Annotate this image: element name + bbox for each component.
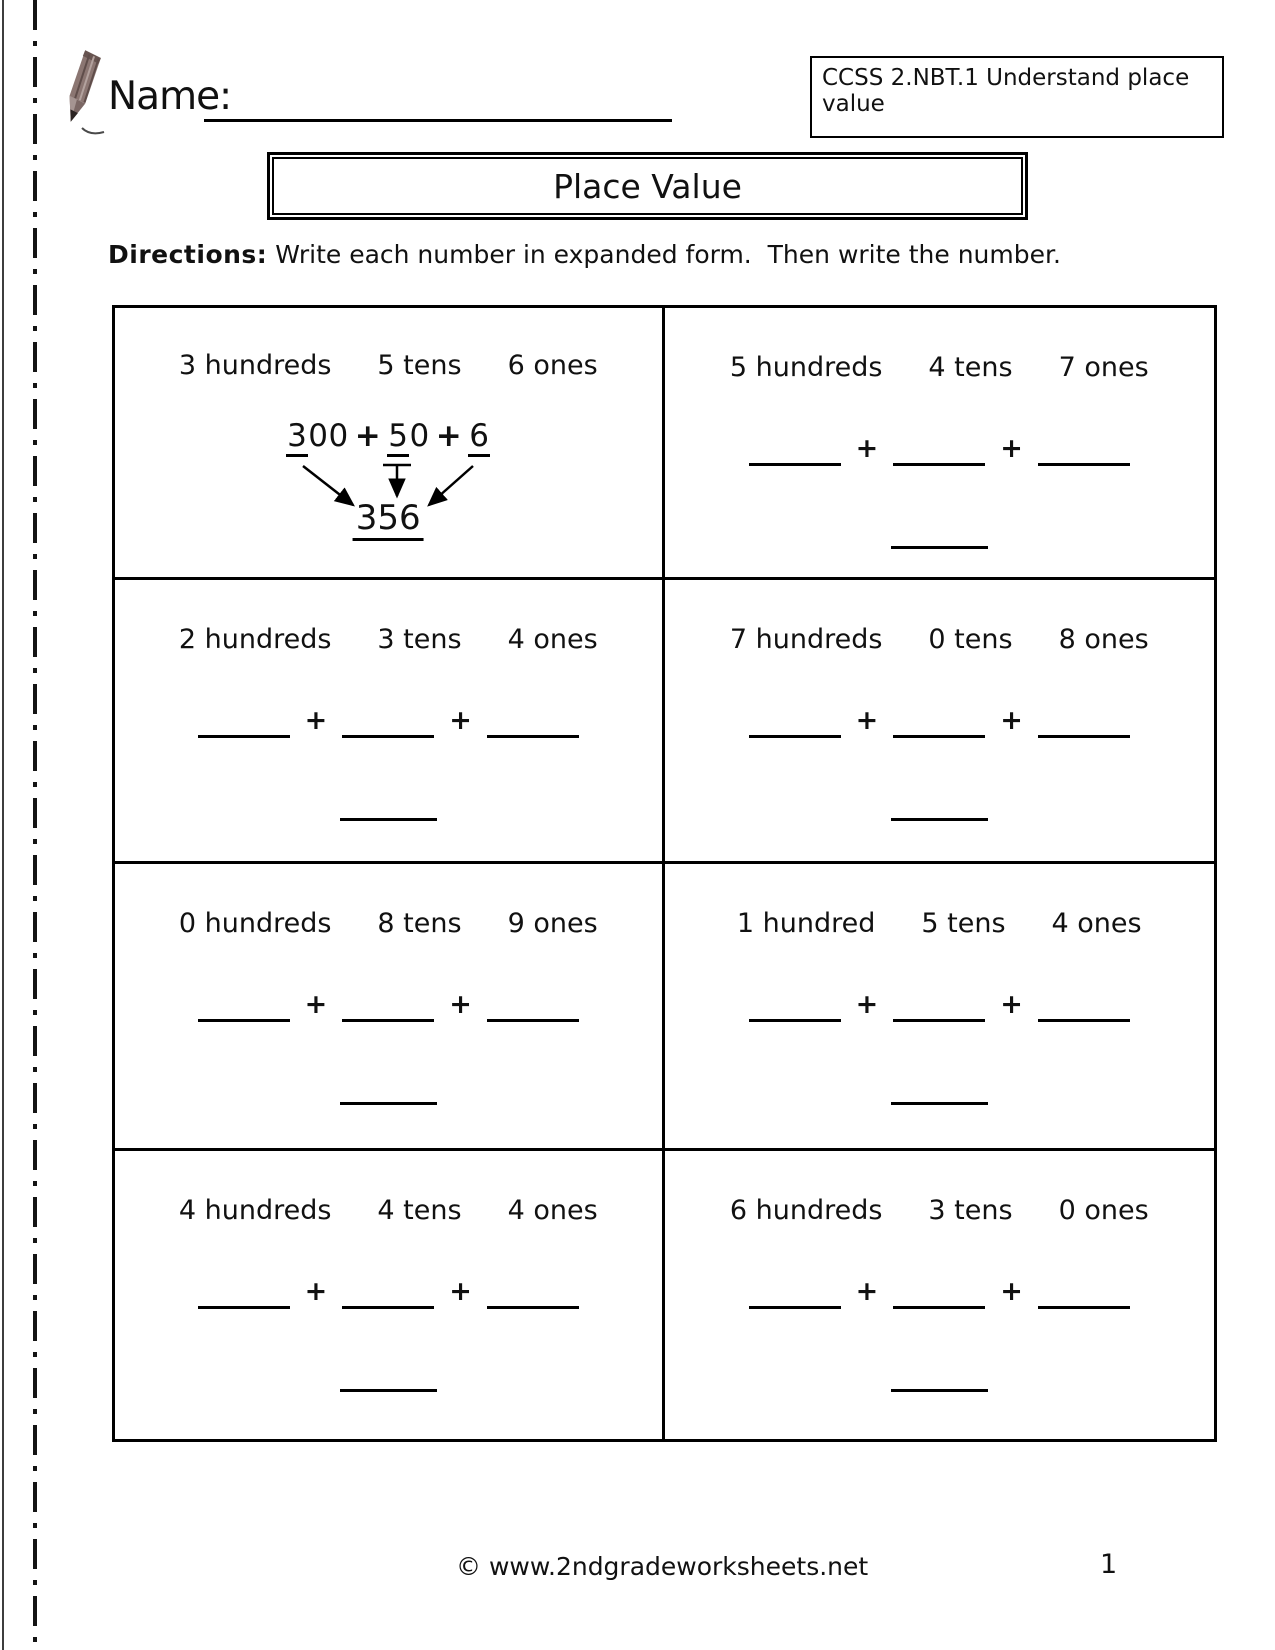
ones-blank (1038, 1274, 1130, 1309)
answer-row (665, 1357, 1215, 1392)
answer-blank (340, 786, 437, 821)
place-value-line (665, 908, 1215, 939)
answer-row (115, 786, 662, 821)
ones-label: 4 ones (507, 624, 598, 655)
tens-label: 8 tens (377, 908, 462, 939)
ones-blank (1038, 987, 1130, 1022)
expanded-blanks-row (115, 703, 662, 738)
tens-label: 5 tens (921, 908, 1006, 939)
dashed-cut-line (33, 0, 37, 1650)
problem-cell (665, 1151, 1215, 1439)
result-number: 356 (353, 498, 424, 541)
hundreds-label: 7 hundreds (729, 624, 883, 655)
tens-blank (342, 703, 434, 738)
tens-label: 5 tens (377, 350, 462, 381)
plus-sign: + (304, 705, 328, 736)
ones-blank (487, 987, 579, 1022)
hundreds-digit: 3 (286, 418, 308, 457)
title-box (267, 152, 1028, 220)
place-value-line (115, 624, 662, 655)
ones-blank (487, 703, 579, 738)
name-blank-line (204, 119, 672, 122)
name-label: Name: (108, 74, 232, 119)
hundreds-label: 6 hundreds (729, 1195, 883, 1226)
tens-blank (893, 703, 985, 738)
answer-row (115, 1070, 662, 1105)
ones-blank (1038, 703, 1130, 738)
page-number: 1 (1100, 1549, 1118, 1580)
hundreds-blank (749, 703, 841, 738)
standard-badge-text: CCSS 2.NBT.1 Understand place value (822, 65, 1190, 117)
hundreds-blank (198, 703, 290, 738)
problems-table (112, 305, 1217, 1442)
tens-blank (342, 1274, 434, 1309)
place-value-line (665, 352, 1215, 383)
ones-label: 4 ones (507, 1195, 598, 1226)
example-cell (115, 308, 665, 580)
plus-sign: + (1000, 433, 1023, 464)
hundreds-blank (749, 1274, 841, 1309)
ones-blank (487, 1274, 579, 1309)
place-value-line (115, 1195, 662, 1226)
tens-blank (893, 431, 985, 466)
plus-sign: + (435, 418, 463, 454)
tens-label: 3 tens (928, 1195, 1013, 1226)
plus-sign: + (449, 705, 472, 736)
ones-label: 4 ones (1051, 908, 1142, 939)
place-value-line (115, 908, 662, 939)
tens-blank (893, 1274, 985, 1309)
expanded-blanks-row (665, 1274, 1215, 1309)
answer-blank (340, 1070, 437, 1105)
ones-blank (1038, 431, 1130, 466)
plus-sign: + (1000, 705, 1023, 736)
tens-label: 4 tens (928, 352, 1013, 383)
answer-blank (891, 1070, 988, 1105)
problem-cell (665, 580, 1215, 864)
plus-sign: + (449, 989, 472, 1020)
hundreds-zeros: 00 (308, 418, 349, 454)
answer-row (665, 786, 1215, 821)
directions (108, 240, 1061, 269)
hundreds-label: 5 hundreds (729, 352, 883, 383)
expanded-blanks-row (665, 987, 1215, 1022)
ones-label: 9 ones (507, 908, 598, 939)
tens-zero: 0 (409, 418, 430, 454)
hundreds-blank (749, 431, 841, 466)
answer-row (665, 1070, 1215, 1105)
expanded-blanks-row (665, 431, 1215, 466)
tens-label: 0 tens (928, 624, 1013, 655)
tens-label: 4 tens (377, 1195, 462, 1226)
plus-sign: + (304, 1276, 328, 1307)
tens-digit: 5 (387, 418, 409, 457)
hundreds-blank (198, 1274, 290, 1309)
place-value-line (115, 350, 662, 381)
title-box-inner-border (272, 157, 1023, 215)
tens-blank (893, 987, 985, 1022)
ones-label: 7 ones (1058, 352, 1149, 383)
plus-sign: + (855, 433, 879, 464)
tens-label: 3 tens (377, 624, 462, 655)
answer-blank (891, 1357, 988, 1392)
answer-blank (340, 1357, 437, 1392)
expanded-blanks-row (115, 987, 662, 1022)
plus-sign: + (855, 989, 879, 1020)
problem-cell (115, 1151, 665, 1439)
problem-cell (115, 864, 665, 1151)
hundreds-label: 3 hundreds (178, 350, 332, 381)
plus-sign: + (354, 418, 382, 454)
hundreds-label: 2 hundreds (178, 624, 332, 655)
tens-blank (342, 987, 434, 1022)
directions-label: Directions: (108, 240, 268, 269)
hundreds-blank (749, 987, 841, 1022)
plus-sign: + (855, 1276, 879, 1307)
plus-sign: + (449, 1276, 472, 1307)
place-value-line (665, 624, 1215, 655)
answer-blank (891, 786, 988, 821)
ones-label: 6 ones (507, 350, 598, 381)
hundreds-label: 4 hundreds (178, 1195, 332, 1226)
place-value-line (665, 1195, 1215, 1226)
hundreds-label: 1 hundred (736, 908, 876, 939)
hundreds-label: 0 hundreds (178, 908, 332, 939)
footer-copyright: © www.2ndgradeworksheets.net (456, 1552, 869, 1581)
plus-sign: + (1000, 1276, 1023, 1307)
hundreds-blank (198, 987, 290, 1022)
scan-edge-line (2, 0, 4, 1650)
plus-sign: + (304, 989, 328, 1020)
page-title: Place Value (553, 166, 742, 206)
problem-cell (665, 308, 1215, 580)
expanded-blanks-row (115, 1274, 662, 1309)
answer-row (665, 514, 1215, 549)
standard-badge-box (810, 56, 1224, 138)
problem-cell (665, 864, 1215, 1151)
answer-blank (891, 514, 988, 549)
ones-digit: 6 (468, 418, 490, 457)
plus-sign: + (1000, 989, 1023, 1020)
expanded-form (115, 418, 662, 454)
answer-row (115, 1357, 662, 1392)
plus-sign: + (855, 705, 879, 736)
problem-cell (115, 580, 665, 864)
directions-text: Write each number in expanded form. Then write the number. (267, 240, 1061, 269)
ones-label: 8 ones (1058, 624, 1149, 655)
expanded-blanks-row (665, 703, 1215, 738)
ones-label: 0 ones (1058, 1195, 1149, 1226)
